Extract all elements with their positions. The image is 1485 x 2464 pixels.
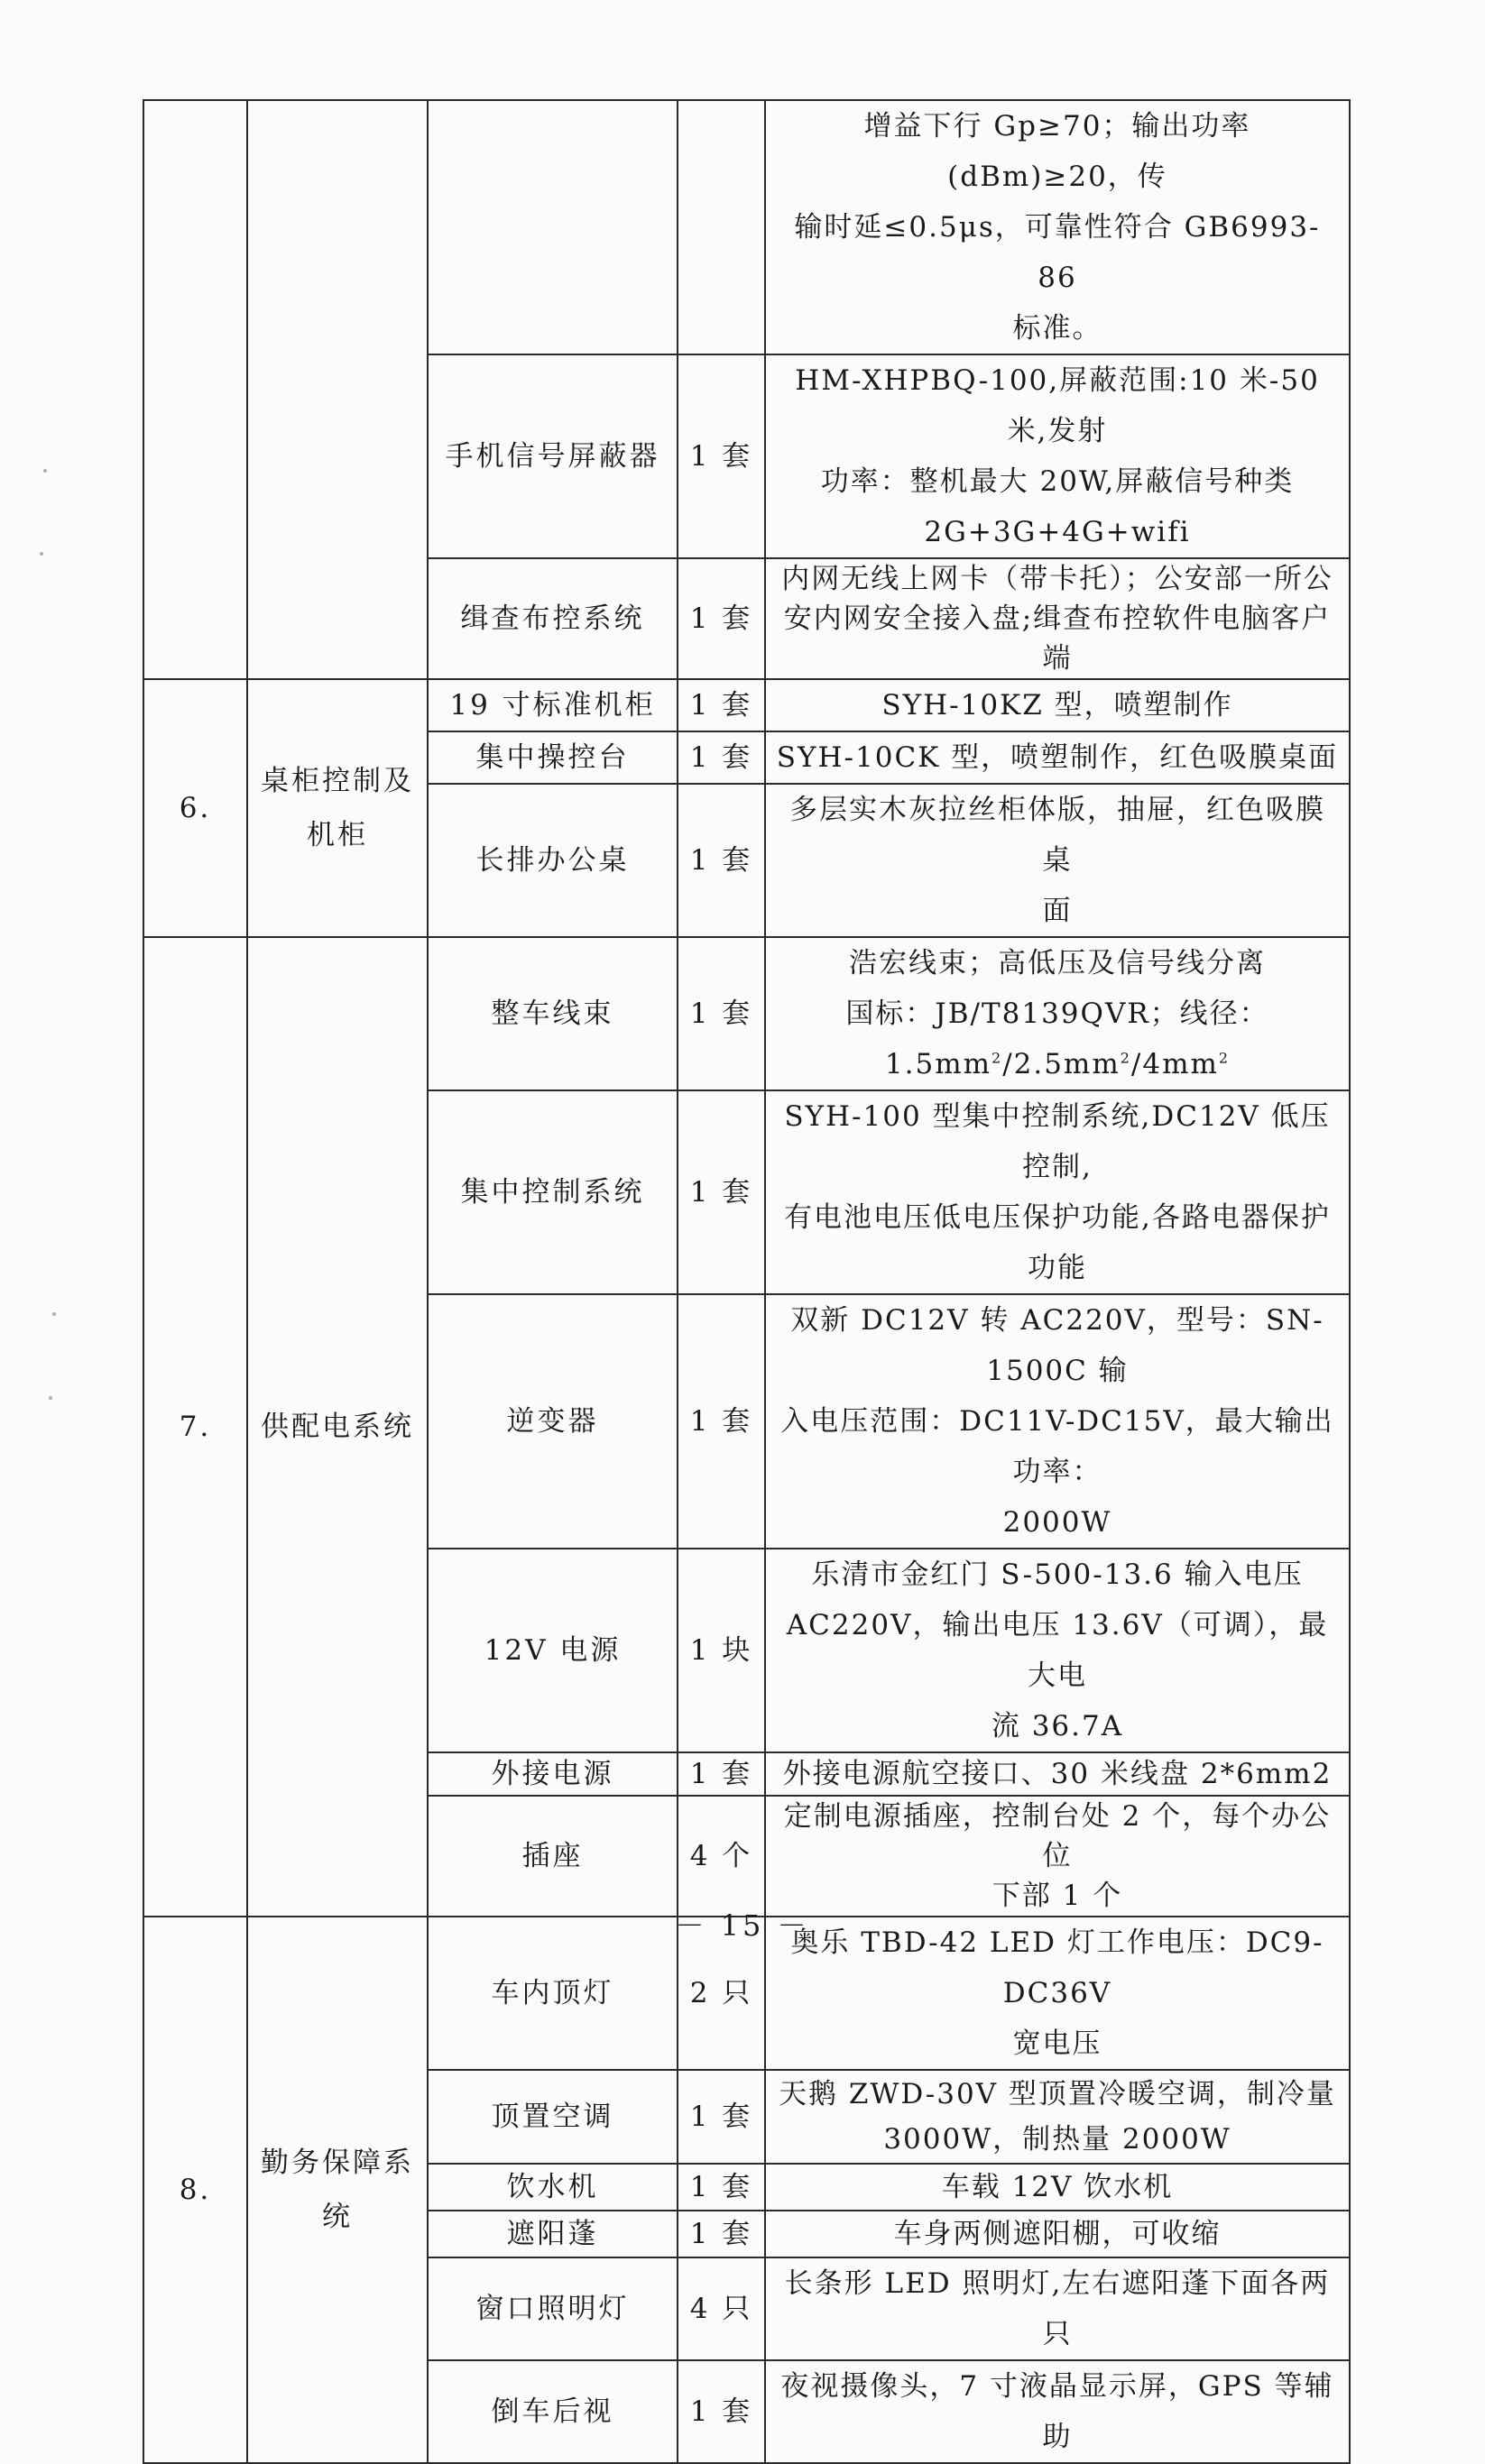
item-qty: 1 套 — [678, 558, 765, 679]
category-cell — [247, 100, 428, 679]
table-row — [143, 100, 1350, 354]
item-name: 顶置空调 — [428, 2070, 678, 2164]
item-name: 插座 — [428, 1796, 678, 1917]
item-name — [428, 100, 678, 354]
category-cell: 桌柜控制及 机柜 — [247, 679, 428, 937]
wire-gauge-line: $1.5mm^2/2.5mm^2/4mm^2$ — [884, 1048, 1231, 1080]
item-spec: SYH-10KZ 型，喷塑制作 — [765, 679, 1350, 731]
row-number-cell: 8. — [143, 1917, 247, 2463]
item-name: 缉查布控系统 — [428, 558, 678, 679]
item-spec: 长条形 LED 照明灯,左右遮阳蓬下面各两只 — [765, 2257, 1350, 2360]
item-spec: 多层实木灰拉丝柜体版，抽屉，红色吸膜桌 面 — [765, 784, 1350, 937]
item-qty: 4 只 — [678, 2257, 765, 2360]
item-qty: 1 套 — [678, 354, 765, 558]
item-spec: 车载 12V 饮水机 — [765, 2164, 1350, 2211]
item-spec: SYH-10CK 型，喷塑制作，红色吸膜桌面 — [765, 731, 1350, 784]
item-qty: 1 套 — [678, 2211, 765, 2257]
item-spec: 奥乐 TBD-42 LED 灯工作电压：DC9-DC36V 宽电压 — [765, 1917, 1350, 2070]
item-name: 倒车后视 — [428, 2360, 678, 2463]
item-qty: 1 套 — [678, 2360, 765, 2463]
row-number-cell — [143, 100, 247, 679]
item-name: 整车线束 — [428, 937, 678, 1090]
equipment-table — [143, 99, 1351, 2464]
item-name: 窗口照明灯 — [428, 2257, 678, 2360]
item-spec: 双新 DC12V 转 AC220V，型号：SN-1500C 输 入电压范围：DC11V-DC15V，最大输出功率： 2000W — [765, 1294, 1350, 1549]
scan-speck — [49, 1396, 52, 1400]
category-cell: 勤务保障系 统 — [247, 1917, 428, 2463]
item-qty: 2 只 — [678, 1917, 765, 2070]
item-name: 19 寸标准机柜 — [428, 679, 678, 731]
item-qty: 1 套 — [678, 1090, 765, 1294]
item-spec: 内网无线上网卡（带卡托）；公安部一所公 安内网安全接入盘;缉查布控软件电脑客户 端 — [765, 558, 1350, 679]
item-spec: 外接电源航空接口、30 米线盘 2*6mm2 — [765, 1752, 1350, 1796]
page-number: － 15 － — [675, 1908, 810, 1943]
item-qty: 1 套 — [678, 2164, 765, 2211]
item-qty: 1 套 — [678, 1752, 765, 1796]
item-qty: 1 套 — [678, 1294, 765, 1549]
item-spec: 浩宏线束；高低压及信号线分离 国标：JB/T8139QVR；线径： $1.5mm^2/2.5mm^2/4mm^2$ — [765, 937, 1350, 1090]
item-qty: 4 个 — [678, 1796, 765, 1917]
scan-speck — [40, 552, 43, 556]
item-spec: 夜视摄像头，7 寸液晶显示屏，GPS 等辅助 — [765, 2360, 1350, 2463]
table-row — [143, 679, 1350, 731]
table-row — [143, 937, 1350, 1090]
row-number-cell: 6. — [143, 679, 247, 937]
item-spec: 增益下行 Gp≥70；输出功率(dBm)≥20，传 输时延≤0.5μs，可靠性符合 GB6993-86 标准。 — [765, 100, 1350, 354]
item-name: 12V 电源 — [428, 1549, 678, 1752]
item-spec: 乐清市金红门 S-500-13.6 输入电压 AC220V，输出电压 13.6V（可调），最大电 流 36.7A — [765, 1549, 1350, 1752]
item-name: 逆变器 — [428, 1294, 678, 1549]
item-qty — [678, 100, 765, 354]
item-name: 遮阳蓬 — [428, 2211, 678, 2257]
row-number-cell: 7. — [143, 937, 247, 1917]
item-spec: 定制电源插座，控制台处 2 个，每个办公位 下部 1 个 — [765, 1796, 1350, 1917]
item-name: 集中控制系统 — [428, 1090, 678, 1294]
item-qty: 1 套 — [678, 937, 765, 1090]
item-spec: SYH-100 型集中控制系统,DC12V 低压控制, 有电池电压低电压保护功能,各路电器保护 功能 — [765, 1090, 1350, 1294]
item-spec: HM-XHPBQ-100,屏蔽范围:10 米-50 米,发射 功率：整机最大 20W,屏蔽信号种类 2G+3G+4G+wifi — [765, 354, 1350, 558]
scan-speck — [52, 1312, 56, 1316]
item-name: 手机信号屏蔽器 — [428, 354, 678, 558]
item-qty: 1 套 — [678, 679, 765, 731]
item-name: 车内顶灯 — [428, 1917, 678, 2070]
item-name: 外接电源 — [428, 1752, 678, 1796]
category-cell: 供配电系统 — [247, 937, 428, 1917]
item-spec: 车身两侧遮阳棚，可收缩 — [765, 2211, 1350, 2257]
item-name: 长排办公桌 — [428, 784, 678, 937]
item-qty: 1 套 — [678, 2070, 765, 2164]
item-qty: 1 套 — [678, 731, 765, 784]
item-name: 饮水机 — [428, 2164, 678, 2211]
item-qty: 1 块 — [678, 1549, 765, 1752]
item-name: 集中操控台 — [428, 731, 678, 784]
scan-speck — [43, 469, 47, 473]
item-spec: 天鹅 ZWD-30V 型顶置冷暖空调，制冷量 3000W，制热量 2000W — [765, 2070, 1350, 2164]
item-qty: 1 套 — [678, 784, 765, 937]
